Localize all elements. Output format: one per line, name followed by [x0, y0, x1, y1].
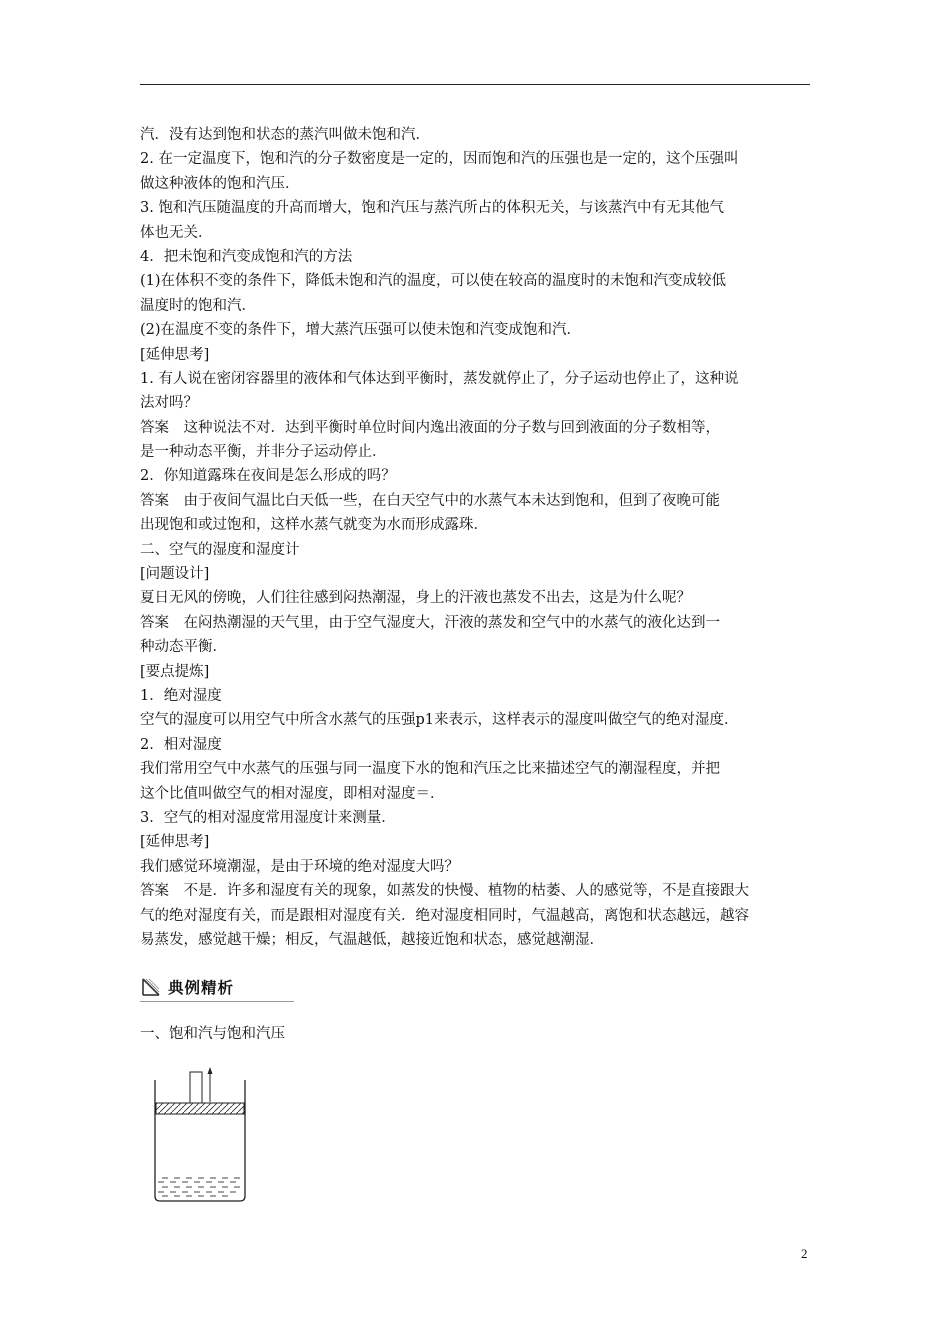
text-line: 法对吗？	[140, 395, 198, 412]
piston-container-icon	[148, 1064, 252, 1206]
text-line: 体也无关．	[140, 224, 213, 241]
header-rule	[140, 84, 810, 85]
text-line: 3．空气的相对湿度常用湿度计来测量．	[140, 809, 396, 826]
text-line: 1．绝对湿度	[140, 687, 222, 704]
text-line: 是一种动态平衡，并非分子运动停止．	[140, 444, 387, 461]
text-line: 答案 这种说法不对．达到平衡时单位时间内逸出液面的分子数与回到液面的分子数相等，	[140, 419, 720, 436]
text-line: 我们常用空气中水蒸气的压强与同一温度下水的饱和汽压之比来描述空气的潮湿程度，并把	[140, 761, 720, 778]
text-line: 4．把未饱和汽变成饱和汽的方法	[140, 248, 353, 265]
text-line: 易蒸发，感觉越干燥；相反，气温越低，越接近饱和状态，感觉越潮湿．	[140, 931, 604, 948]
text-line: 2．相对湿度	[140, 736, 222, 753]
section-title: 典例精析	[168, 979, 235, 997]
section-banner	[140, 975, 294, 1002]
text-line: (2)在温度不变的条件下，增大蒸汽压强可以使未饱和汽变成饱和汽．	[140, 322, 582, 339]
text-line: 答案 在闷热潮湿的天气里，由于空气湿度大，汗液的蒸发和空气中的水蒸气的液化达到一	[140, 614, 720, 631]
text-line: 温度时的饱和汽．	[140, 297, 256, 314]
text-line: 1. 有人说在密闭容器里的液体和气体达到平衡时，蒸发就停止了，分子运动也停止了，这种说	[140, 370, 739, 387]
text-line: 这个比值叫做空气的相对湿度，即相对湿度＝．	[140, 785, 445, 802]
page-number: 2	[801, 1246, 808, 1261]
text-line: 二、空气的湿度和湿度计	[140, 541, 300, 558]
text-line: 做这种液体的饱和汽压．	[140, 175, 300, 192]
sub-heading: 一、饱和汽与饱和汽压	[140, 1026, 285, 1042]
text-line: [要点提炼]	[140, 663, 210, 680]
text-line: 种动态平衡．	[140, 639, 227, 656]
text-line: [延伸思考]	[140, 834, 210, 851]
body-text	[140, 123, 812, 952]
text-line: 3. 饱和汽压随温度的升高而增大，饱和汽压与蒸汽所占的体积无关，与该蒸汽中有无其他气	[140, 200, 724, 217]
text-line: 答案 由于夜间气温比白天低一些，在白天空气中的水蒸气本未达到饱和，但到了夜晚可能	[140, 492, 720, 509]
text-line: 夏日无风的傍晚，人们往往感到闷热潮湿，身上的汗液也蒸发不出去，这是为什么呢？	[140, 590, 691, 607]
text-line: (1)在体积不变的条件下，降低未饱和汽的温度，可以使在较高的温度时的未饱和汽变成较低	[140, 273, 727, 290]
text-line: 2．你知道露珠在夜间是怎么形成的吗？	[140, 468, 396, 485]
text-line: 答案 不是．许多和湿度有关的现象，如蒸发的快慢、植物的枯萎、人的感觉等，不是直接跟大	[140, 883, 749, 900]
section-marker-icon	[142, 978, 160, 996]
text-line: 我们感觉环境潮湿，是由于环境的绝对湿度大吗？	[140, 858, 459, 875]
text-line: [延伸思考]	[140, 346, 210, 363]
text-line: 气的绝对湿度有关，而是跟相对湿度有关．绝对湿度相同时，气温越高，离饱和状态越远，越容	[140, 907, 749, 924]
text-line: [问题设计]	[140, 566, 210, 583]
text-line: 出现饱和或过饱和，这样水蒸气就变为水而形成露珠．	[140, 517, 488, 534]
text-line: 汽．没有达到饱和状态的蒸汽叫做未饱和汽．	[140, 127, 430, 143]
text-line: 空气的湿度可以用空气中所含水蒸气的压强p1来表示，这样表示的湿度叫做空气的绝对湿度．	[140, 712, 739, 729]
text-line: 2. 在一定温度下，饱和汽的分子数密度是一定的，因而饱和汽的压强也是一定的，这个压强叫	[140, 151, 739, 168]
